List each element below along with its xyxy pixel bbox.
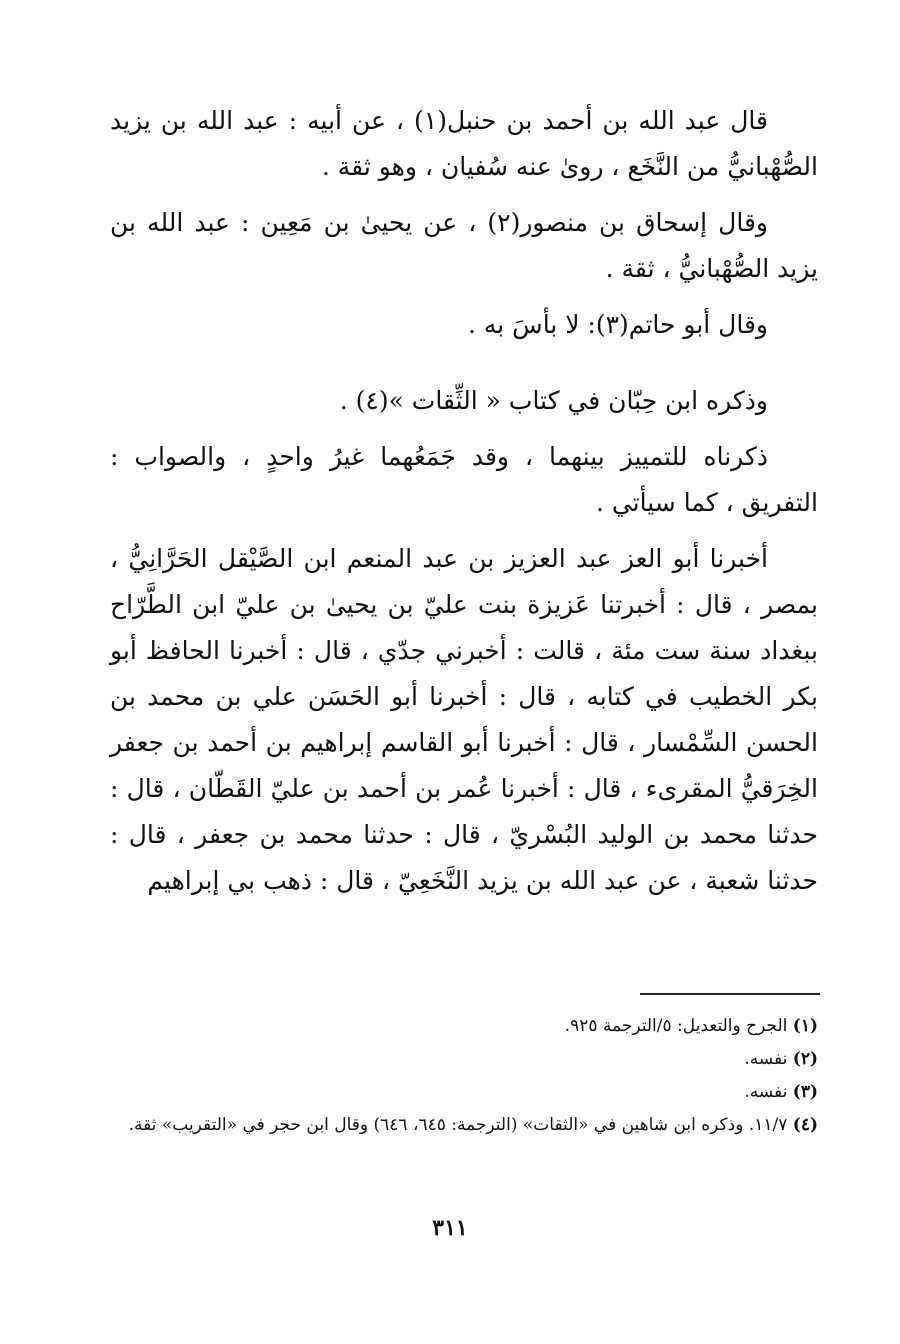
main-text <box>110 98 818 914</box>
paragraph-5: ذكرناه للتمييز بينهما ، وقد جَمَعُهما غيرُ واحدٍ ، والصواب : التفريق ، كما سيأتي . <box>110 442 818 517</box>
footnote-2 <box>110 1045 818 1074</box>
paragraph-4: وذكره ابن حِبّان في كتاب « الثِّقات »(٤) . <box>339 386 768 415</box>
footnote-number: (٢) <box>792 1049 818 1069</box>
paragraph-2: وقال إسحاق بن منصور(٢) ، عن يحيىٰ بن مَعِين : عبد الله بن يزيد الصُّهْبانيُّ ، ثقة . <box>110 208 818 283</box>
footnote-number: (٤) <box>792 1115 818 1135</box>
footnote-text: ١١/٧. وذكره ابن شاهين في «الثقات» (الترجمة: ٦٤٥، ٦٤٦) وقال ابن حجر في «التقريب» ثقة. <box>128 1115 788 1135</box>
footnote-separator <box>640 993 820 995</box>
footnote-4 <box>110 1111 818 1140</box>
footnote-text: نفسه. <box>744 1082 788 1102</box>
footnote-1 <box>110 1012 818 1041</box>
paragraph-1: قال عبد الله بن أحمد بن حنبل(١) ، عن أبيه : عبد الله بن يزيد الصُّهْبانيُّ من النَّخَع ، روىٰ عنه سُفيان ، وهو ثقة . <box>110 106 818 181</box>
footnotes <box>110 1012 818 1144</box>
footnote-text: الجرح والتعديل: ٥/الترجمة ٩٢٥. <box>564 1016 788 1036</box>
footnote-number: (١) <box>792 1016 818 1036</box>
footnote-3 <box>110 1078 818 1107</box>
footnote-number: (٣) <box>792 1082 818 1102</box>
paragraph-6: أخبرنا أبو العز عبد العزيز بن عبد المنعم ابن الصَّيْقل الحَرَّانِيُّ ، بمصر ، قال : أخبرتنا عَزيزة بنت عليّ بن يحيىٰ بن عليّ ابن الطَّرّاح ببغداد سنة ست مئة ، قالت : أخبرني جدّي ، قال : أخبرنا الحافظ أبو بكر الخطيب في كتابه ، قال : أخبرنا أبو الحَسَن علي بن محمد بن الحسن السِّمْسار ، قال : أخبرنا أبو القاسم إبراهيم بن أحمد بن جعفر الخِرَقيُّ المقرىء ، قال : أخبرنا عُمر بن أحمد بن عليّ القَطّان ، قال : حدثنا محمد بن الوليد البُسْريّ ، قال : حدثنا محمد بن جعفر ، قال : حدثنا شعبة ، عن عبد الله بن يزيد النَّخَعِيّ ، قال : ذهب بي إبراهيم <box>110 544 818 895</box>
page-number: ٣١١ <box>432 1215 468 1241</box>
paragraph-3: وقال أبو حاتم(٣): لا بأسَ به . <box>467 310 768 339</box>
footnote-text: نفسه. <box>744 1049 788 1069</box>
